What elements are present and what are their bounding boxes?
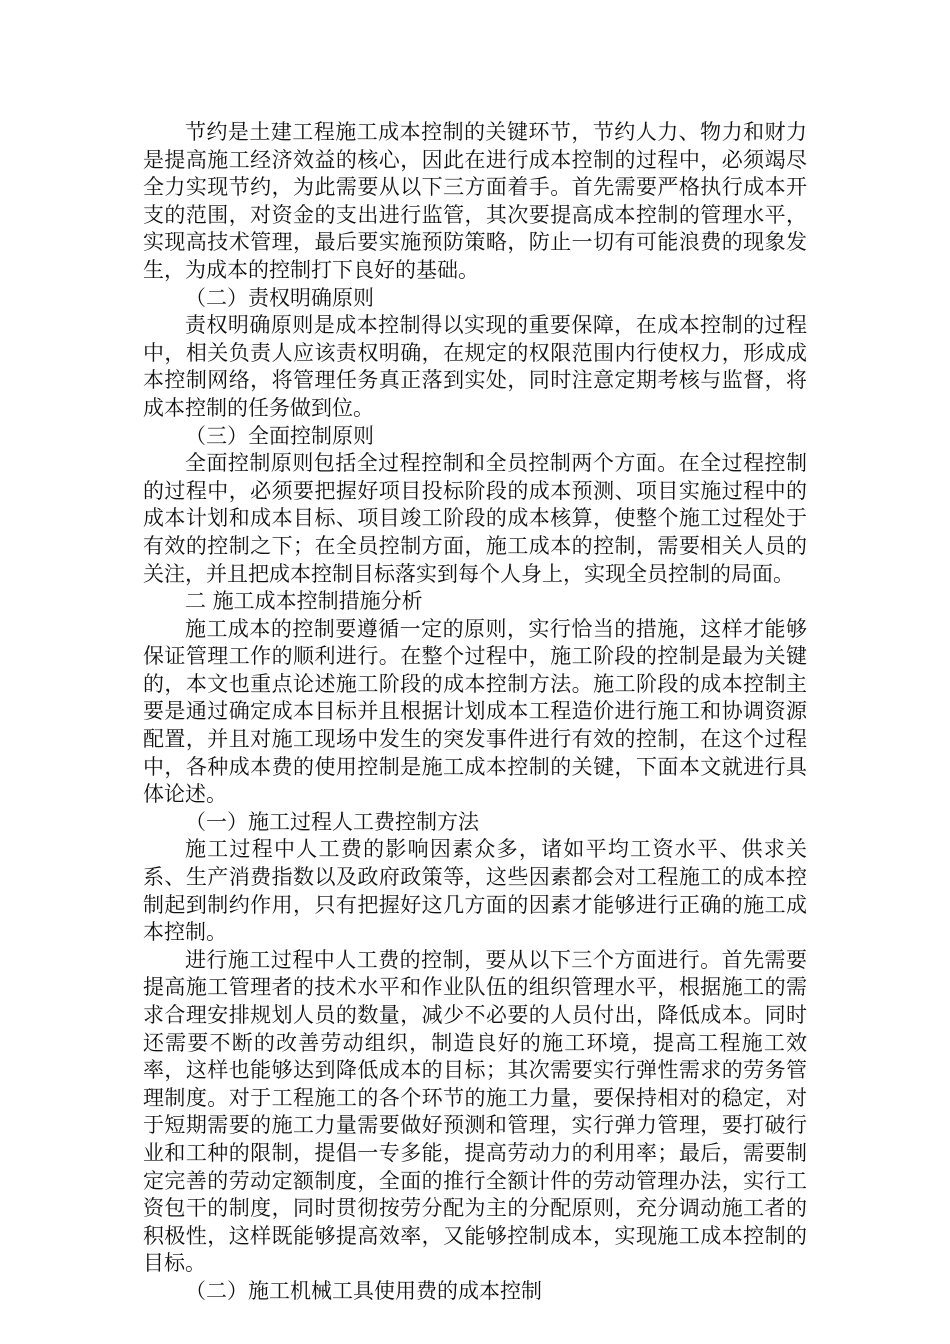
heading-machinery-cost: （二）施工机械工具使用费的成本控制	[185, 1278, 542, 1303]
paragraph-section-two-intro: 施工成本的控制要遵循一定的原则，实行恰当的措施，这样才能够保证管理工作的顺利进行。在整个过程中，施工阶段的控制是最为关键的，本文也重点论述施工阶段的成本控制方法。施工阶段的成本控制主要是通过确定成本目标并且根据计划成本工程造价进行施工和协调资源配置，并且对施工现场中发生的突发事件进行有效的控制，在这个过程中，各种成本费的使用控制是施工成本控制的关键，下面本文就进行具体论述。	[143, 616, 807, 807]
document-body	[143, 119, 807, 1306]
paragraph-comprehensive-control: 全面控制原则包括全过程控制和全员控制两个方面。在全过程控制的过程中，必须要把握好项目投标阶段的成本预测、项目实施过程中的成本计划和成本目标、项目竣工阶段的成本核算，使整个施工过程处于有效的控制之下；在全员控制方面，施工成本的控制，需要相关人员的关注，并且把成本控制目标落实到每个人身上，实现全员控制的局面。	[143, 451, 807, 586]
heading-comprehensive-control: （三）全面控制原则	[185, 423, 374, 448]
paragraph-responsibility-principle: 责权明确原则是成本控制得以实现的重要保障，在成本控制的过程中，相关负责人应该责权明确，在规定的权限范围内行使权力，形成成本控制网络，将管理任务真正落到实处，同时注意定期考核与监督，将成本控制的任务做到位。	[143, 313, 807, 420]
paragraph-saving-principle: 节约是土建工程施工成本控制的关键环节，节约人力、物力和财力是提高施工经济效益的核心，因此在进行成本控制的过程中，必须竭尽全力实现节约，为此需要从以下三方面着手。首先需要严格执行成本开支的范围，对资金的支出进行监管，其次要提高成本控制的管理水平，实现高技术管理，最后要实施预防策略，防止一切有可能浪费的现象发生，为成本的控制打下良好的基础。	[143, 120, 807, 282]
paragraph-labor-factors: 施工过程中人工费的影响因素众多，诸如平均工资水平、供求关系、生产消费指数以及政府政策等，这些因素都会对工程施工的成本控制起到制约作用，只有把握好这几方面的因素才能够进行正确的施工成本控制。	[143, 837, 807, 945]
heading-section-two: 二 施工成本控制措施分析	[185, 589, 423, 614]
heading-labor-cost: （一）施工过程人工费控制方法	[185, 809, 479, 834]
heading-responsibility-principle: （二）责权明确原则	[185, 285, 374, 310]
paragraph-labor-measures: 进行施工过程中人工费的控制，要从以下三个方面进行。首先需要提高施工管理者的技术水平和作业队伍的组织管理水平，根据施工的需求合理安排规划人员的数量，减少不必要的人员付出，降低成本。同时还需要不断的改善劳动组织，制造良好的施工环境，提高工程施工效率，这样也能够达到降低成本的目标；其次需要实行弹性需求的劳务管理制度。对于工程施工的各个环节的施工力量，要保持相对的稳定，对于短期需要的施工力量需要做好预测和管理，实行弹力管理，要打破行业和工种的限制，提倡一专多能，提高劳动力的利用率；最后，需要制定完善的劳动定额制度，全面的推行全额计件的劳动管理办法，实行工资包干的制度，同时贯彻按劳分配为主的分配原则，充分调动施工者的积极性，这样既能够提高效率，又能够控制成本，实现施工成本控制的目标。	[143, 947, 807, 1276]
